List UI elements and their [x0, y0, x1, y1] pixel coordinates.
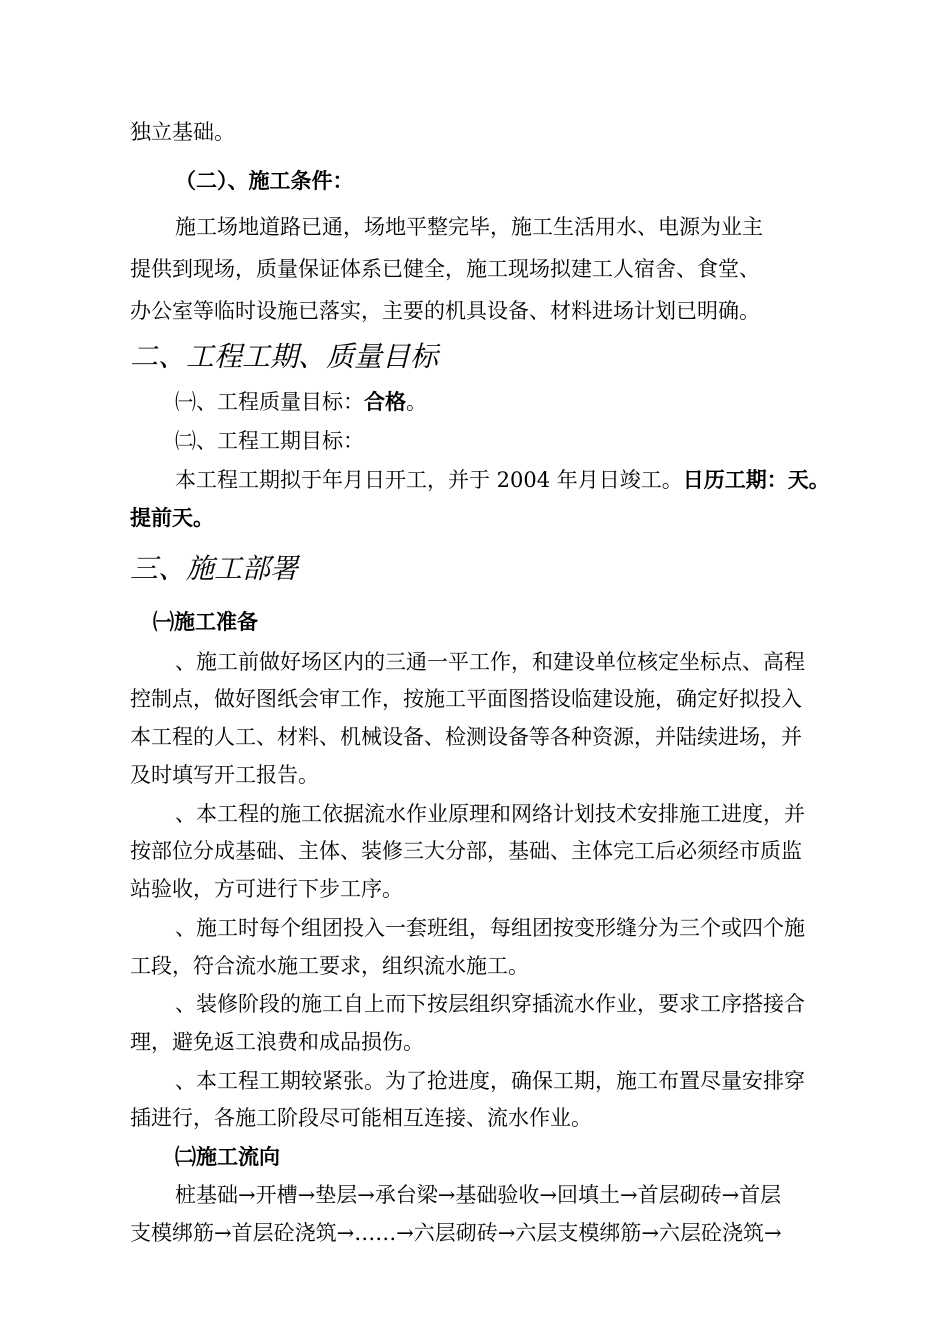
- quality-goal-suffix: 。: [406, 390, 427, 414]
- paragraph-line: 、施工前做好场区内的三通一平工作，和建设单位核定坐标点、高程: [175, 650, 805, 674]
- paragraph-line: 、装修阶段的施工自上而下按层组织穿插流水作业，要求工序搭接合: [175, 992, 805, 1016]
- paragraph-line: 办公室等临时设施已落实，主要的机具设备、材料进场计划已明确。: [130, 299, 760, 323]
- text-line: 独立基础。: [130, 120, 235, 144]
- schedule-detail-text: 本工程工期拟于年月日开工，并于 2004 年月日竣工。: [175, 468, 683, 492]
- subsection-title: ㈡施工流向: [175, 1144, 280, 1169]
- paragraph-line: 工段，符合流水施工要求，组织流水施工。: [130, 954, 529, 978]
- subsection-title: （二）、施工条件：: [175, 168, 354, 193]
- paragraph-line: 、本工程工期较紧张。为了抢进度，确保工期，施工布置尽量安排穿: [175, 1069, 805, 1093]
- schedule-goal-line: ㈡、工程工期目标：: [175, 429, 364, 453]
- paragraph-line: 按部位分成基础、主体、装修三大分部，基础、主体完工后必须经市质监: [130, 839, 802, 863]
- paragraph-line: 控制点，做好图纸会审工作，按施工平面图搭设临建设施，确定好拟投入: [130, 687, 802, 711]
- paragraph-line: 理，避免返工浪费和成品损伤。: [130, 1030, 424, 1054]
- section-heading: 三、施工部署: [130, 552, 299, 585]
- section-heading: 二、工程工期、质量目标: [130, 340, 439, 373]
- paragraph-line: 、施工时每个组团投入一套班组，每组团按变形缝分为三个或四个施: [175, 916, 805, 940]
- quality-goal-line: [175, 387, 427, 417]
- calendar-days: 日历工期：天。: [682, 467, 830, 492]
- flow-line: 支模绑筋→首层砼浇筑→……→六层砌砖→六层支模绑筋→六层砼浇筑→: [130, 1221, 782, 1245]
- paragraph-line: 、本工程的施工依据流水作业原理和网络计划技术安排施工进度，并: [175, 802, 805, 826]
- paragraph-line: 提供到现场，质量保证体系已健全，施工现场拟建工人宿舍、食堂、: [130, 257, 760, 281]
- quality-goal-label: ㈠、工程质量目标：: [175, 390, 364, 414]
- flow-line: 桩基础→开槽→垫层→承台梁→基础验收→回填土→首层砌砖→首层: [175, 1183, 782, 1207]
- paragraph-line: 及时填写开工报告。: [130, 763, 319, 787]
- paragraph-line: 本工程的人工、材料、机械设备、检测设备等各种资源，并陆续进场，并: [130, 725, 802, 749]
- quality-goal-value: 合格: [364, 389, 406, 414]
- paragraph-line: 插进行，各施工阶段尽可能相互连接、流水作业。: [130, 1106, 592, 1130]
- subsection-title: ㈠施工准备: [153, 609, 258, 634]
- paragraph-line: 施工场地道路已通，场地平整完毕，施工生活用水、电源为业主: [175, 215, 763, 239]
- schedule-detail-line: [175, 465, 830, 495]
- ahead-days: 提前天。: [130, 505, 214, 530]
- paragraph-line: 站验收，方可进行下步工序。: [130, 877, 403, 901]
